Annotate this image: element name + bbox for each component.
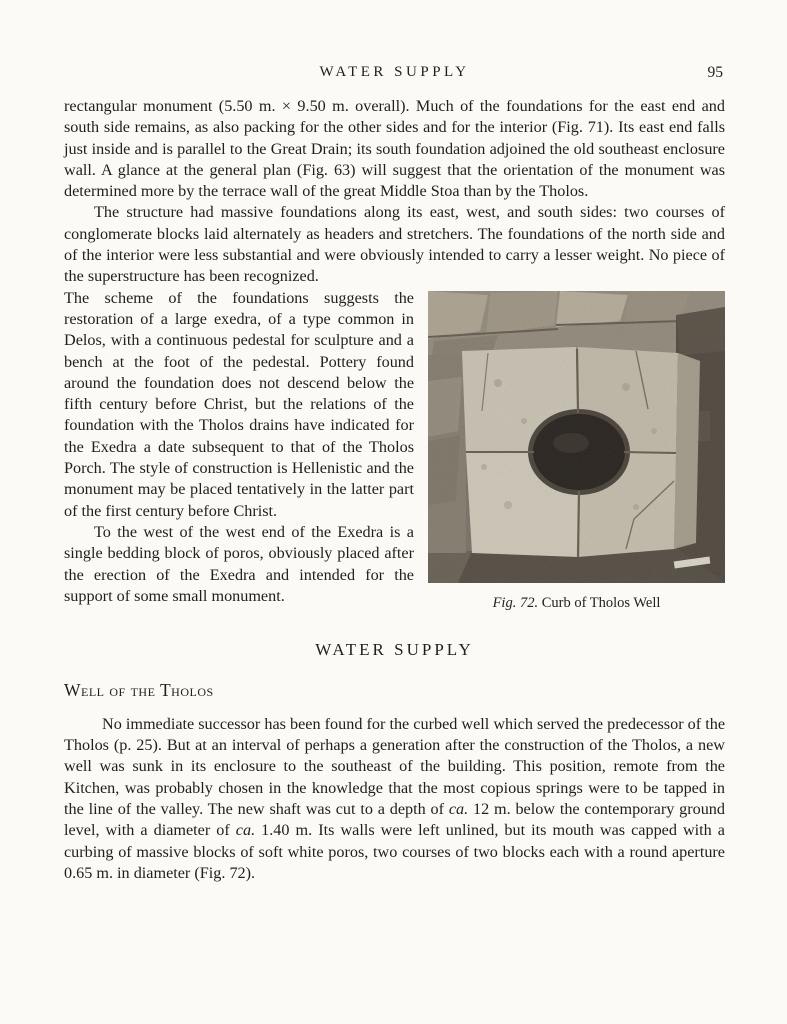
paragraph-3: To the west of the west end of the Exedra is a single bedding block of poros, obviously placed after the erection of the Exedra and intended for the support of some small monument. [64, 522, 414, 605]
main-text [64, 96, 725, 884]
paragraph-4-part-2: 12 m. below the contemporary ground level, with a diameter of [64, 799, 725, 840]
subheading-well-of-the-tholos: Well of the Tholos [64, 680, 214, 701]
paragraph-4-part-3: 1.40 m. Its walls were left unlined, but its mouth was capped with a curbing of massive blocks of soft white poros, two courses of two blocks each with a round aperture 0.65 m. in diameter (Fig. 72). [64, 821, 725, 882]
figure-72 [428, 291, 725, 612]
paragraph-4-ca-2: ca. [235, 821, 256, 840]
paragraph-4 [64, 714, 725, 884]
paragraph-2-part-1: The structure had massive foundations along its east, west, and south sides: two courses of conglomerate blocks laid alternately as headers and stretchers. The foundations of the north side and of the interior were less substantial and were obviously intended to carry a lesser weight. No piece of the superstructure has been recognized. [64, 203, 725, 286]
paragraph-4-part-1: No immediate successor has been found for the curbed well which served the predecessor of the Tholos (p. 25). But at an interval of perhaps a generation after the construction of the Tholos, a new well was sunk in its enclosure to the southeast of the building. This position, remote from the Kitchen, was probably chosen in the knowledge that the most copious springs were to be tapped in the line of the valley. The new shaft was cut to a depth of [64, 714, 725, 818]
figure-caption-text: Curb of Tholos Well [541, 594, 661, 611]
page-number: 95 [707, 64, 723, 81]
figure-caption [428, 594, 725, 612]
page-header [64, 64, 725, 81]
paragraph-2-part-2: The scheme of the foundations suggests the restoration of a large exedra, of a type common in Delos, with a continuous pedestal for sculpture and a bench at the foot of the pedestal. Pottery found around the foundation does not descend below the fifth century before Christ, but the relations of the foundation with the Tholos drains have indicated for the Exedra a date subsequent to that of the Tholos Porch. The style of construction is Hellenistic and the monument may be placed tentatively in the latter part of the first century before Christ. [64, 288, 414, 520]
paragraph-1: rectangular monument (5.50 m. × 9.50 m. overall). Much of the foundations for the east end and south side remains, as also packing for the other sides and for the interior (Fig. 71). Its east end falls just inside and is parallel to the Great Drain; its south foundation adjoined the old southeast enclosure wall. A glance at the general plan (Fig. 63) will suggest that the orientation of the monument was determined more by the terrace wall of the great Middle Stoa than by the Tholos. [64, 97, 725, 201]
running-head-title: WATER SUPPLY [319, 64, 470, 80]
paragraph-4-ca-1: ca. [448, 799, 469, 818]
tholos-well-photo [428, 291, 725, 583]
figure-caption-label: Fig. 72. [492, 594, 539, 611]
section-heading-water-supply: WATER SUPPLY [315, 640, 474, 660]
